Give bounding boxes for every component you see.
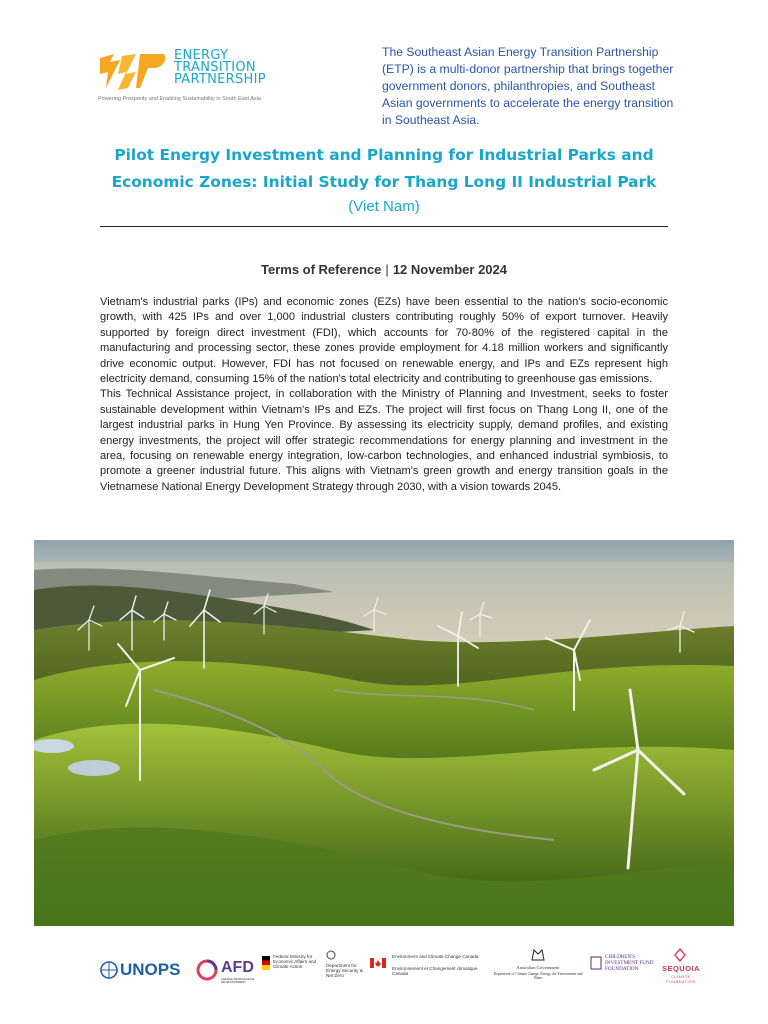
etp-logo-text [174, 50, 266, 86]
sequoia-leaf-icon [674, 948, 686, 962]
wind-farm-illustration [34, 540, 734, 926]
document-subtitle: (Viet Nam) [348, 198, 420, 215]
afd-subtext: AGENCE FRANÇAISE DE DÉVELOPPEMENT [221, 977, 255, 984]
ciff-text: CHILDREN'S INVESTMENT FUND FOUNDATION [605, 954, 654, 972]
aus-dept-text: Department of Climate Change, Energy, the Environment and Water [493, 972, 583, 981]
title-line-2: Economic Zones: Initial Study for Thang Long II Industrial Park [111, 173, 657, 191]
eccc-logo [370, 948, 490, 988]
header [0, 0, 768, 127]
bmwk-logo [262, 948, 322, 988]
unops-text: UNOPS [120, 960, 181, 979]
canada-flag-icon [370, 958, 386, 968]
eccc-french-text: Environnement et Changement climatique Canada [392, 966, 478, 977]
australian-crest-icon [530, 948, 546, 962]
eccc-english-text: Environment and Climate Change Canada [392, 954, 479, 959]
desnz-logo [324, 948, 370, 988]
sequoia-climate-logo [658, 948, 708, 988]
australian-government-logo [492, 948, 584, 988]
terms-label: Terms of Reference [261, 262, 382, 277]
ciff-emblem-icon [590, 956, 602, 970]
desnz-text: Department for Energy Security & Net Zero [326, 963, 363, 979]
paragraph-1: Vietnam's industrial parks (IPs) and economic zones (EZs) have been essential to the nation's socio-economic growth, with 425 IPs and over 1,000 industrial clusters contributing roughly 50% of export turnover. Heavily supported by foreign direct investment (FDI), which accounts for 70-80% of the registered capital in the manufacturing and processing sector, these zones provide employment for 4.18 million workers and significantly drive economic output. However, FDI has not focused on renewable energy, and IPs and EZs represent high electricity demand, consuming 15% of the nation's total electricity and contributing to greenhouse gas emissions. [100, 296, 668, 386]
afd-ring-icon [196, 959, 218, 981]
afd-text: AFD [221, 959, 254, 976]
bmwk-text: Federal Ministry for Economic Affairs and Climate Action [273, 954, 317, 970]
etp-logo-mark-icon [96, 50, 168, 92]
sequoia-subtext: CLIMATE FOUNDATION [666, 975, 696, 985]
unops-logo [100, 948, 186, 988]
royal-crest-icon [326, 950, 336, 960]
un-emblem-icon [100, 961, 118, 979]
logo-tagline: Powering Prosperity and Enabling Sustainability in South East Asia [98, 96, 261, 102]
etp-intro-text: The Southeast Asian Energy Transition Partnership (ETP) is a multi-donor partnership that brings together government donors, philanthropies, and Southeast Asian governments to accelerate the energy transition in Southeast Asia. [382, 45, 674, 127]
terms-date: 12 November 2024 [392, 262, 507, 277]
aus-gov-title: Australian Government [516, 965, 560, 970]
paragraph-2: This Technical Assistance project, in collaboration with the Ministry of Planning and Investment, seeks to foster sustainable development within Vietnam's IPs and EZs. The project will first focus on Thang Long II, one of the largest industrial parks in Hung Yen Province. By assessing its electricity supply, demand profiles, and existing energy investments, the project will offer strategic recommendations for energy planning and investment in the area, focusing on renewable energy integration, low-carbon technologies, and enhanced industrial symbiosis, to promote a greener industrial future. This aligns with Vietnam's green growth and energy transition goals in the Vietnamese National Energy Development Strategy through 2030, with a vision towards 2045. [100, 388, 668, 493]
body-text [100, 295, 668, 495]
document-title [100, 142, 668, 196]
logo-line-1: ENERGY [174, 48, 229, 63]
logo-line-2: TRANSITION [174, 60, 256, 75]
terms-separator: | [385, 262, 389, 277]
logo-line-3: PARTNERSHIP [174, 72, 266, 87]
sequoia-text: SEQUOIA [661, 964, 701, 973]
german-flag-icon [262, 956, 270, 970]
terms-of-reference-heading [100, 262, 668, 277]
ciff-logo [590, 948, 654, 988]
document-title-block [100, 142, 668, 215]
wind-farm-photo [34, 540, 734, 926]
etp-logo [96, 40, 326, 108]
afd-logo [196, 948, 258, 988]
title-divider [100, 226, 668, 227]
title-line-1: Pilot Energy Investment and Planning for Industrial Parks and [114, 146, 654, 164]
partner-logos [96, 948, 736, 992]
